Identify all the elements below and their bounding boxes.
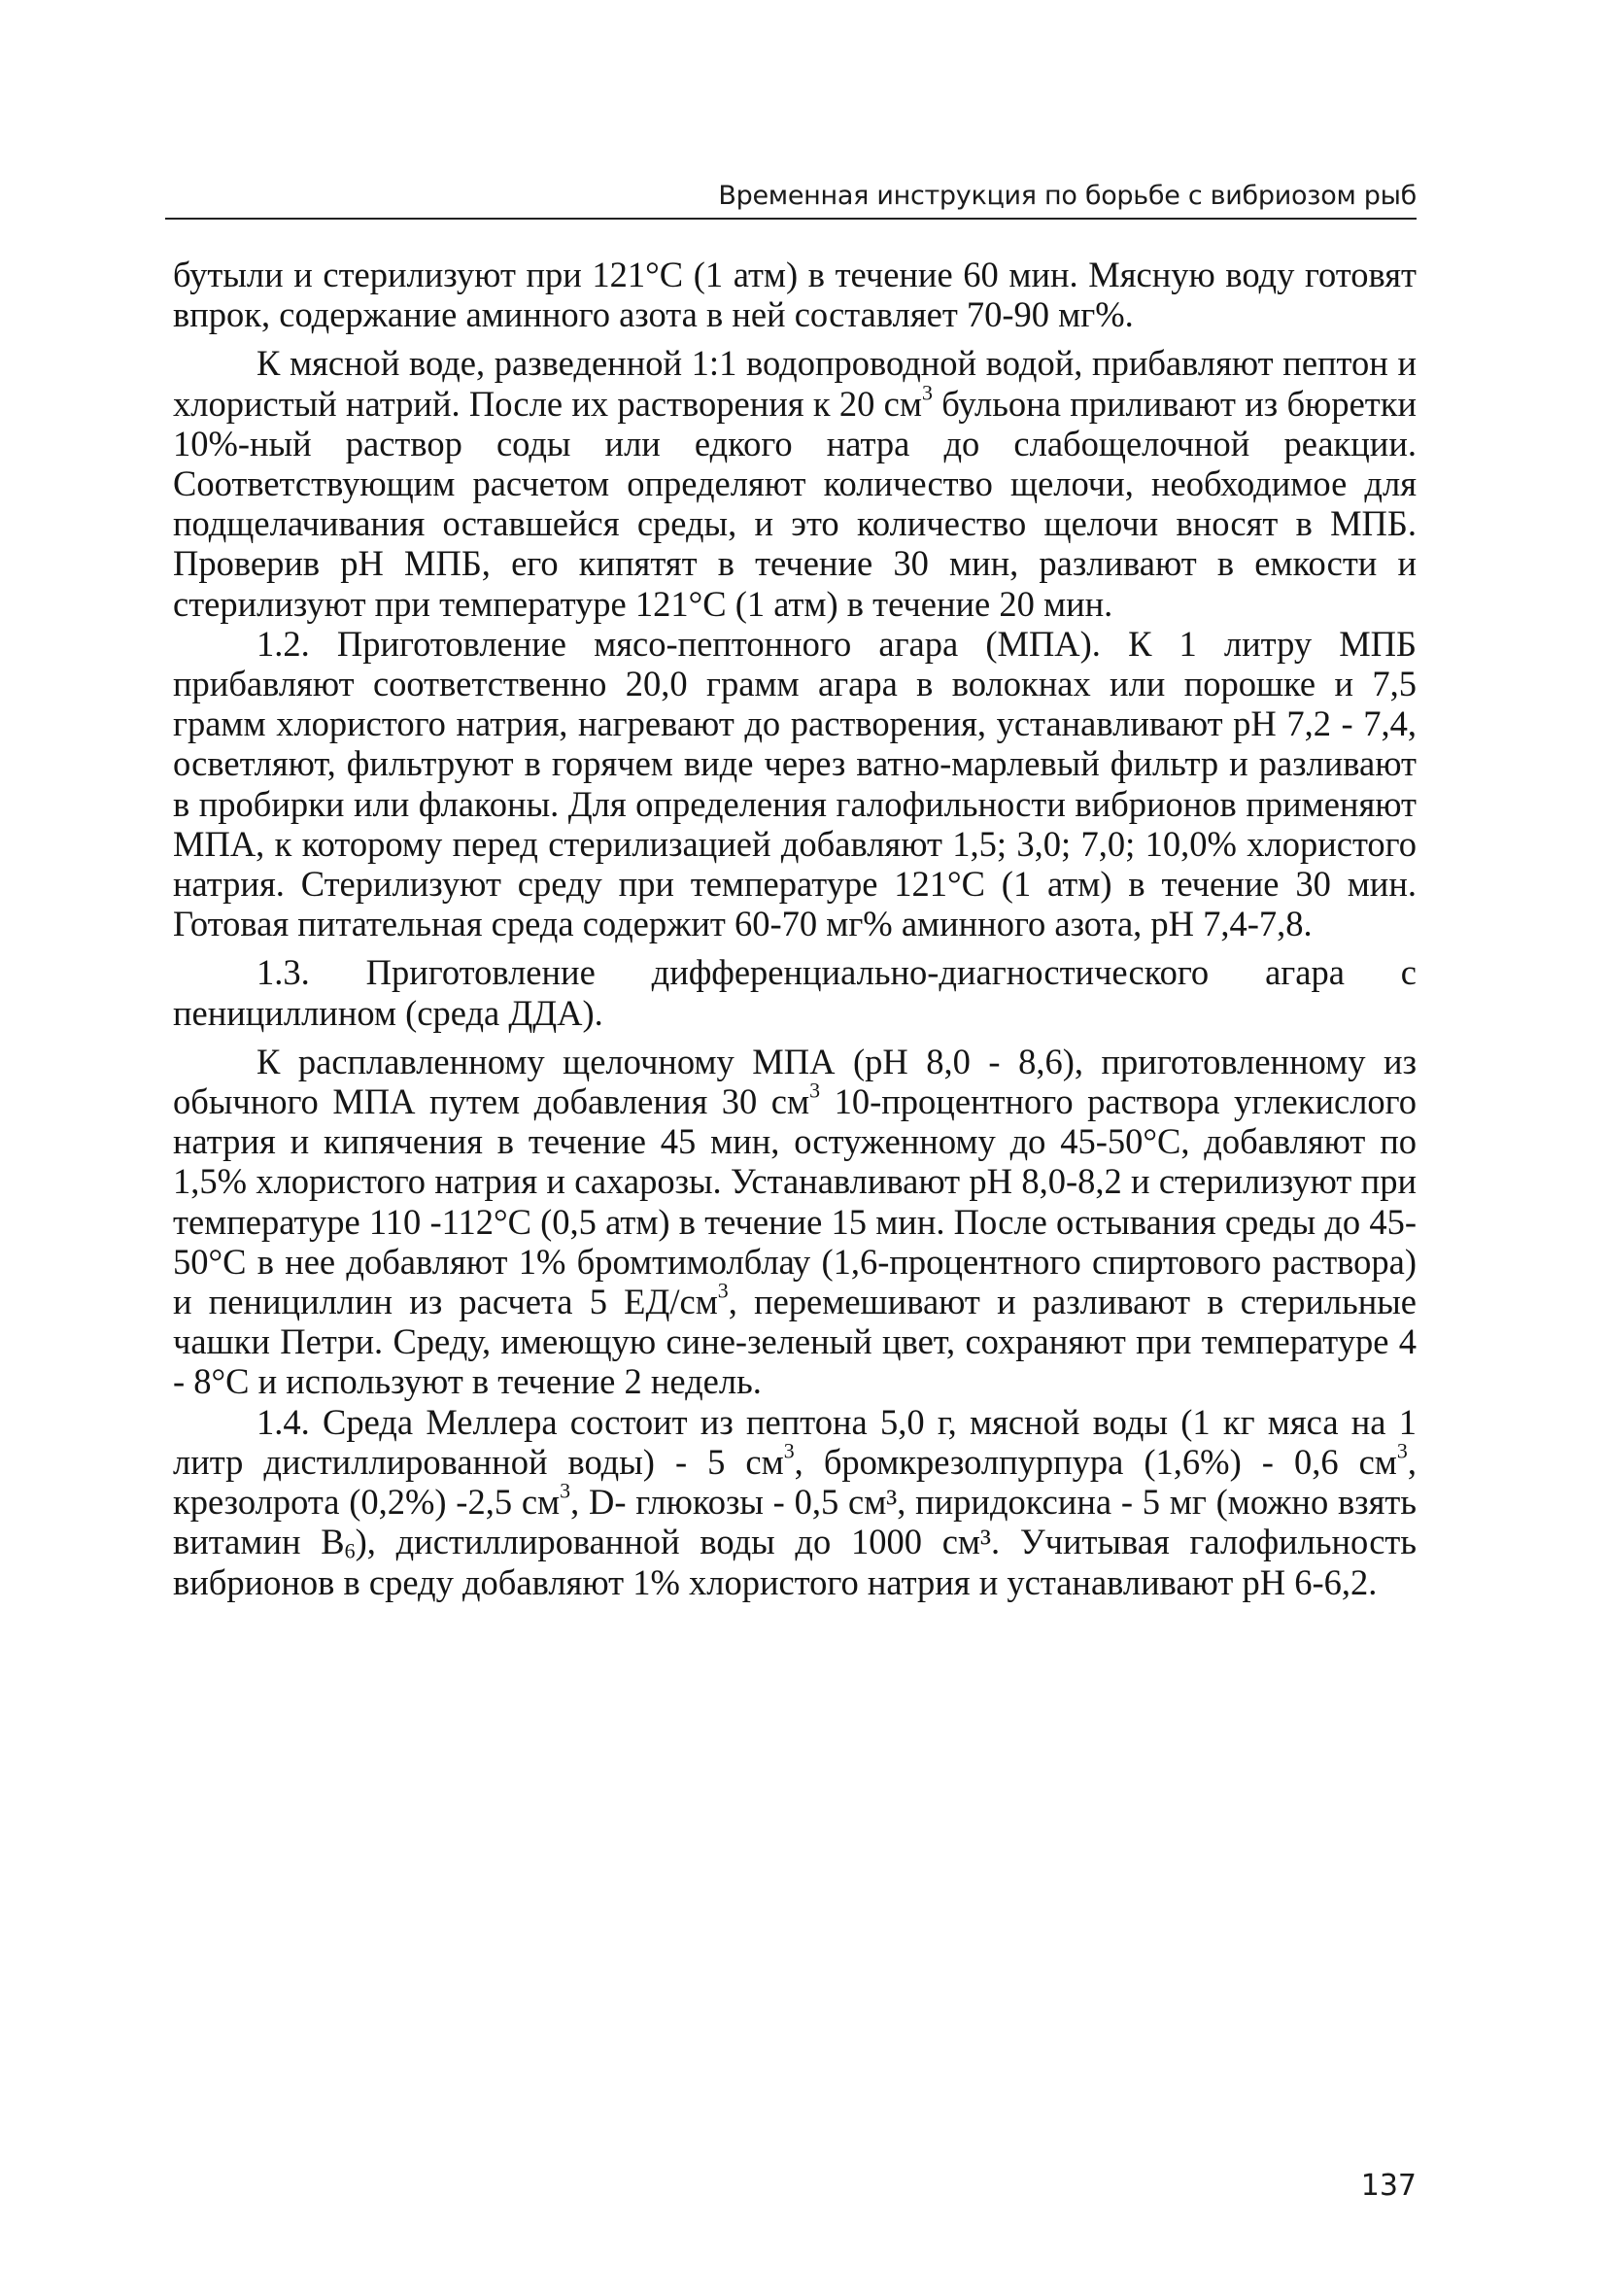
paragraph-meller-medium <box>173 1402 1417 1602</box>
paragraph-text: , перемешивают и разливают в стерильные чашки Петри. Среду, имеющую сине-зеленый цвет, сохраняют при температуре 4 - 8°С и используют в течение 2 недель. <box>173 1282 1417 1402</box>
paragraph-text: бульона приливают из бюретки 10%-ный раствор соды или едкого натра до слабощелочной реакции. Соответствующим расчетом определяют количество щелочи, необходимое для подщелачивания оставшейся среды, и это количество щелочи вносят в МПБ. Проверив рН МПБ, его кипятят в течение 30 мин, разливают в емкости и стерилизуют при температуре 121°С (1 атм) в течение 20 мин. <box>173 383 1417 624</box>
paragraph-text: 1.4. Среда Меллера состоит из пептона 5,0 г, мясной воды (1 кг мяса на 1 литр дистиллированной воды) - 5 см <box>173 1401 1417 1482</box>
subscript: 6 <box>344 1538 356 1563</box>
paragraph-text: , крезолрота (0,2%) -2,5 см <box>173 1441 1417 1523</box>
page-number: 137 <box>1360 2169 1417 2203</box>
body-text <box>173 255 1417 1602</box>
paragraph-dda-heading <box>173 952 1417 1032</box>
running-header-title: Временная инструкция по борьбе с вибриозом рыб <box>718 181 1417 211</box>
paragraph-text: , D- глюкозы - 0,5 см³, пиридоксина - 5 мг (можно взять витамин В <box>173 1482 1417 1562</box>
paragraph-continuation <box>173 255 1417 334</box>
header-rule <box>165 218 1417 220</box>
paragraph-text: К расплавленному щелочному МПА (рН 8,0 - 8,6), приготовленному из обычного МПА путем добавления 30 см <box>173 1041 1417 1122</box>
paragraph-text: 1.3. Приготовление дифференциально-диагностического агара с пенициллином (среда ДДА). <box>173 952 1417 1033</box>
paragraph-text: 10-процентного раствора углекислого натрия и кипячения в течение 45 мин, остуженному до 45-50°С, добавляют по 1,5% хлористого натрия и сахарозы. Устанавливают рН 8,0-8,2 и стерилизуют при температуре 110 -112°С (0,5 атм) в течение 15 мин. После остывания среды до 45-50°С в нее добавляют 1% бромтимолблау (1,6-процентного спиртового раствора) и пенициллин из расчета 5 ЕД/см <box>173 1081 1417 1322</box>
paragraph-mpb-preparation <box>173 343 1417 623</box>
paragraph-text: 1.2. Приготовление мясо-пептонного агара (МПА). К 1 литру МПБ прибавляют соответственно 20,0 грамм агара в волокнах или порошке и 7,5 грамм хлористого натрия, нагревают до растворения, устанавливают рН 7,2 - 7,4, осветляют, фильтруют в горячем виде через ватно-марлевый фильтр и разливают в пробирки или флаконы. Для определения галофильности вибрионов применяют МПА, к которому перед стерилизацией добавляют 1,5; 3,0; 7,0; 10,0% хлористого натрия. Стерилизуют среду при температуре 121°С (1 атм) в течение 30 мин. Готовая питательная среда содержит 60-70 мг% аминного азота, рН 7,4-7,8. <box>173 623 1417 944</box>
paragraph-dda-preparation <box>173 1042 1417 1402</box>
paragraph-mpa-preparation <box>173 624 1417 944</box>
superscript: 3 <box>809 1078 821 1103</box>
paragraph-text: , бромкрезолпурпура (1,6%) - 0,6 см <box>794 1441 1397 1482</box>
paragraph-text: бутыли и стерилизуют при 121°С (1 атм) в течение 60 мин. Мясную воду готовят впрок, содержание аминного азота в ней составляет 70-90 мг%. <box>173 255 1417 335</box>
superscript: 3 <box>921 380 933 405</box>
paragraph-text: ), дистиллированной воды до 1000 см³. Учитывая галофильность вибрионов в среду добавляют 1% хлористого натрия и устанавливают рН 6-6,2. <box>173 1522 1417 1602</box>
superscript: 3 <box>560 1478 571 1503</box>
superscript: 3 <box>783 1438 795 1463</box>
superscript: 3 <box>717 1278 729 1303</box>
superscript: 3 <box>1396 1438 1408 1463</box>
paragraph-text: К мясной воде, разведенной 1:1 водопроводной водой, прибавляют пептон и хлористый натрий. После их растворения к 20 см <box>173 343 1417 424</box>
